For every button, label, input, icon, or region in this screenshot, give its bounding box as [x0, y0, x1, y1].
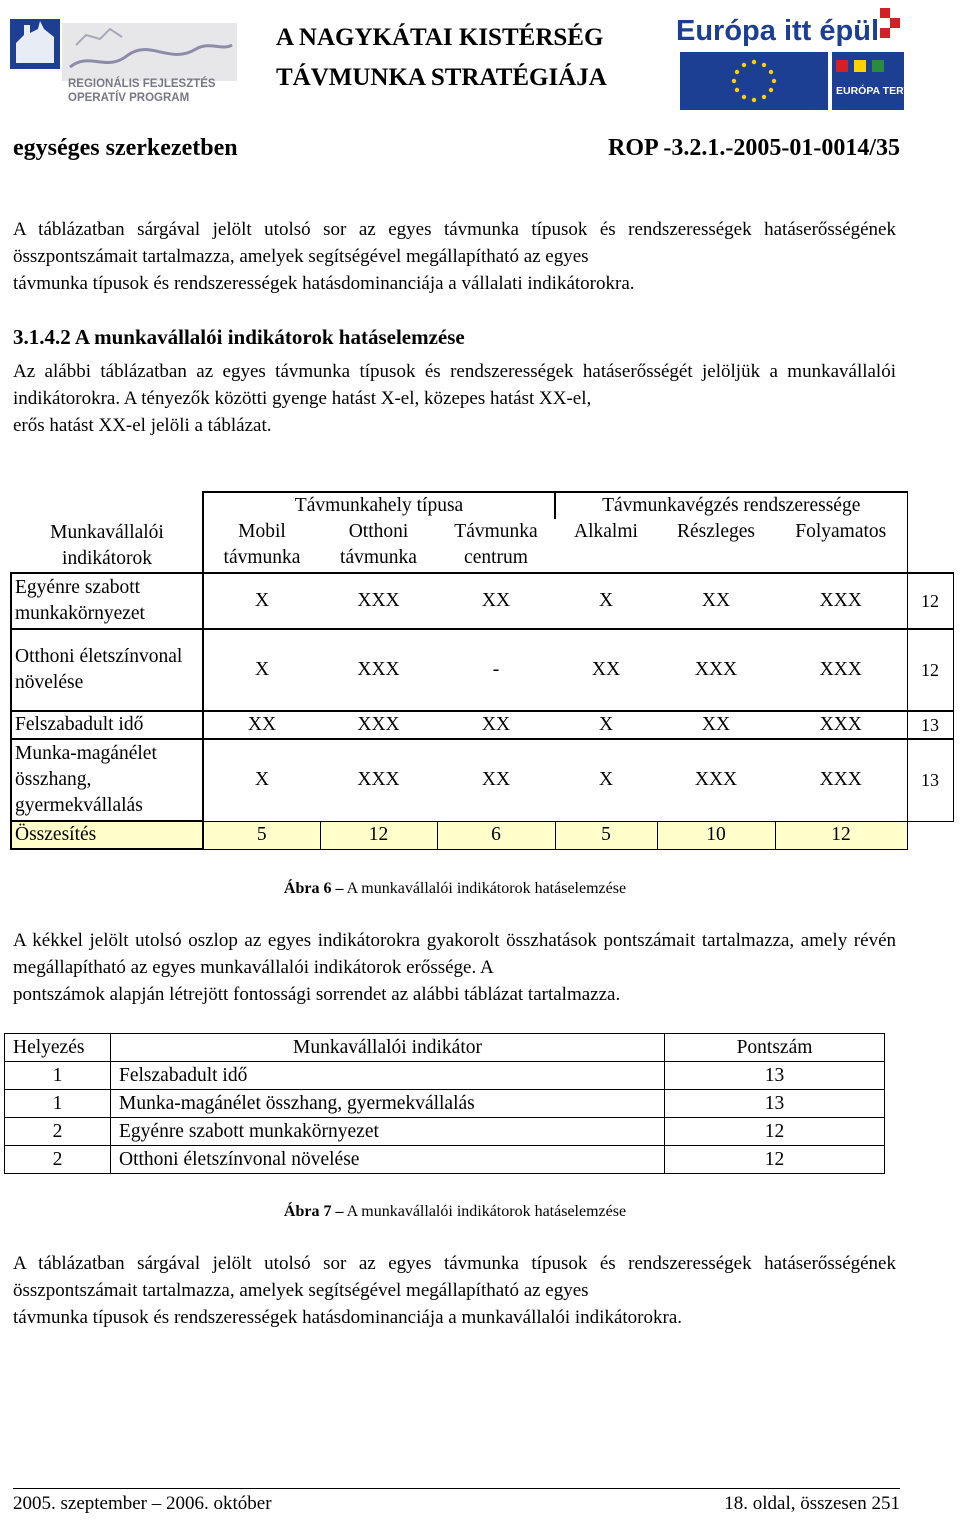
indicator-cell: Egyénre szabott munkakörnyezet [111, 1118, 665, 1146]
total-cell: 6 [437, 821, 555, 849]
section-paragraph [13, 358, 896, 439]
section-paragraph-last: erős hatást XX-el jelöli a táblázat. [13, 415, 272, 436]
intro-paragraph-body: A táblázatban sárgával jelölt utolsó sor az egyes távmunka típusok és rendszerességek hatáserősségének összpontszámait tartalmazza, amelyek segítségével megállapítható az egyes [13, 219, 896, 267]
table-row [5, 1062, 885, 1090]
section-number: 3.1.4.2 [13, 325, 71, 349]
paragraph-2 [13, 927, 896, 1008]
table1-group-header-row [11, 492, 953, 519]
header-indicator: Munkavállalói indikátor [111, 1034, 665, 1062]
rank-cell: 2 [5, 1118, 111, 1146]
table-cell: XX [247, 714, 277, 735]
table-cell: XX [591, 659, 621, 680]
table-cell: XX [481, 590, 511, 611]
page-header [0, 0, 960, 120]
header-rank: Helyezés [5, 1034, 111, 1062]
score-cell: 13 [665, 1090, 885, 1118]
indicator-cell: Munka-magánélet összhang, gyermekvállalás [111, 1090, 665, 1118]
subheader [13, 132, 900, 164]
table1-col-alkalmi: Alkalmi [574, 521, 638, 542]
ranking-table [4, 1033, 885, 1174]
table1-col-otthoni: Otthoni távmunka [340, 521, 417, 568]
row-label: Munka-magánélet összhang, gyermekvállalás [11, 739, 203, 821]
europe-plan-logo [676, 8, 912, 112]
table1-group-type: Távmunkahely típusa [203, 492, 555, 519]
score-cell: 12 [665, 1146, 885, 1174]
table-row [11, 629, 953, 711]
table-row [5, 1146, 885, 1174]
total-cell: 12 [320, 821, 437, 849]
section-paragraph-body: Az alábbi táblázatban az egyes távmunka típusok és rendszerességek hatáserősségét jelöljük a munkavállalói indikátorokra. A tényezők közötti gyenge hatást X-el, közepes hatást XX-el, [13, 361, 896, 409]
rank-cell: 2 [5, 1146, 111, 1174]
table1-col-mobil: Mobil távmunka [203, 519, 320, 573]
project-code: ROP -3.2.1.-2005-01-0014/35 [608, 135, 900, 161]
row-score: 13 [907, 739, 953, 821]
paragraph-3-body: A táblázatban sárgával jelölt utolsó sor az egyes távmunka típusok és rendszerességek hatáserősségének összpontszámait tartalmazza, amelyek segítségével megállapítható az egyes [13, 1253, 896, 1301]
paragraph-3-last: távmunka típusok és rendszerességek hatásdominanciája a munkavállalói indikátorokra. [13, 1307, 683, 1328]
table-row [11, 739, 953, 821]
table-row [11, 711, 953, 739]
table-cell: XX [701, 590, 731, 611]
total-cell: 10 [657, 821, 775, 849]
total-cell: 12 [775, 821, 907, 849]
section-heading [13, 322, 465, 352]
table-cell: XXX [694, 659, 738, 680]
table-cell: X [254, 590, 270, 611]
rank-cell: 1 [5, 1062, 111, 1090]
paragraph-2-last: pontszámok alapján létrejött fontossági sorrendet az alábbi táblázat tartalmazza. [13, 984, 621, 1005]
caption7-dash: – [335, 1203, 344, 1220]
table-cell: X [254, 769, 270, 791]
table-cell: - [492, 659, 500, 680]
total-cell: 5 [203, 821, 320, 849]
table-cell: XX [481, 769, 511, 791]
intro-paragraph-last: távmunka típusok és rendszerességek hatásdominanciája a vállalati indikátorokra. [13, 273, 635, 294]
caption6-label: Ábra 6 [283, 880, 332, 897]
table1-corner-header: Munkavállalói indikátorok [50, 522, 164, 569]
table-cell: XXX [819, 590, 862, 611]
table-cell: XXX [819, 714, 862, 735]
intro-paragraph [13, 216, 896, 297]
row-score: 13 [907, 711, 953, 739]
table-cell: XXX [357, 714, 400, 735]
caption6-dash: – [335, 880, 344, 897]
left-logo-text-2: OPERATÍV PROGRAM [68, 92, 190, 104]
europe-plan-label: EURÓPA TERV [836, 85, 911, 97]
figure-caption-7 [0, 1201, 910, 1223]
rank-cell: 1 [5, 1090, 111, 1118]
table-cell: X [598, 769, 614, 791]
total-label: Összesítés [11, 821, 203, 849]
footer-date-range: 2005. szeptember – 2006. október [13, 1493, 272, 1514]
caption7-label: Ábra 7 [283, 1203, 332, 1220]
table-cell: XXX [357, 659, 400, 680]
row-label: Otthoni életszínvonal növelése [11, 629, 203, 711]
table-row [5, 1090, 885, 1118]
row-label: Egyénre szabott munkakörnyezet [11, 573, 203, 629]
figure-caption-6 [0, 878, 910, 900]
indicator-cell: Felszabadult idő [111, 1062, 665, 1090]
score-cell: 13 [665, 1062, 885, 1090]
table-cell: XXX [819, 769, 862, 791]
left-logo-text-1: REGIONÁLIS FEJLESZTÉS [68, 78, 216, 90]
paragraph-3 [13, 1250, 896, 1331]
document-title [276, 18, 607, 98]
table1-group-regularity: Távmunkavégzés rendszeressége [555, 492, 907, 519]
caption6-text: A munkavállalói indikátorok hatáselemzése [346, 880, 627, 897]
total-cell: 5 [555, 821, 657, 849]
title-line-1: A NAGYKÁTAI KISTÉRSÉG [276, 24, 604, 51]
footer-divider [13, 1488, 900, 1489]
table-row [5, 1118, 885, 1146]
page-number: 18. oldal, összesen 251 [724, 1493, 900, 1514]
row-score: 12 [907, 573, 953, 629]
score-cell: 12 [665, 1118, 885, 1146]
table-cell: XXX [694, 769, 738, 791]
table-cell: X [598, 714, 614, 735]
title-line-2: TÁVMUNKA STRATÉGIÁJA [276, 64, 607, 91]
table2-header-row [5, 1034, 885, 1062]
paragraph-2-body: A kékkel jelölt utolsó oszlop az egyes indikátorokra gyakorolt összhatások pontszámait tartalmazza, amely révén megállapítható az egyes munkavállalói indikátorok erőssége. A [13, 930, 896, 978]
impact-matrix-table [10, 491, 954, 850]
row-label: Felszabadult idő [11, 711, 203, 739]
europe-slogan: Európa itt épül [676, 15, 879, 47]
table-cell: X [598, 590, 614, 611]
table1-col-reszleges: Részleges [677, 521, 755, 542]
table1-total-row [11, 821, 953, 849]
table-cell: X [254, 659, 270, 680]
table1-col-folyamatos: Folyamatos [775, 519, 907, 573]
table-cell: XXX [357, 590, 400, 611]
table1-col-centrum: Távmunka centrum [454, 521, 538, 568]
table-cell: XX [481, 714, 511, 735]
row-score: 12 [907, 629, 953, 711]
regional-development-logo [10, 15, 240, 107]
table-cell: XXX [357, 769, 400, 791]
section-title: A munkavállalói indikátorok hatáselemzése [74, 325, 465, 349]
table-cell: XX [701, 714, 731, 735]
header-score: Pontszám [665, 1034, 885, 1062]
subheader-left: egységes szerkezetben [13, 135, 238, 161]
table-row [11, 573, 953, 629]
table-cell: XXX [819, 659, 862, 680]
caption7-text: A munkavállalói indikátorok hatáselemzése [346, 1203, 627, 1220]
indicator-cell: Otthoni életszínvonal növelése [111, 1146, 665, 1174]
page-footer [13, 1490, 900, 1518]
